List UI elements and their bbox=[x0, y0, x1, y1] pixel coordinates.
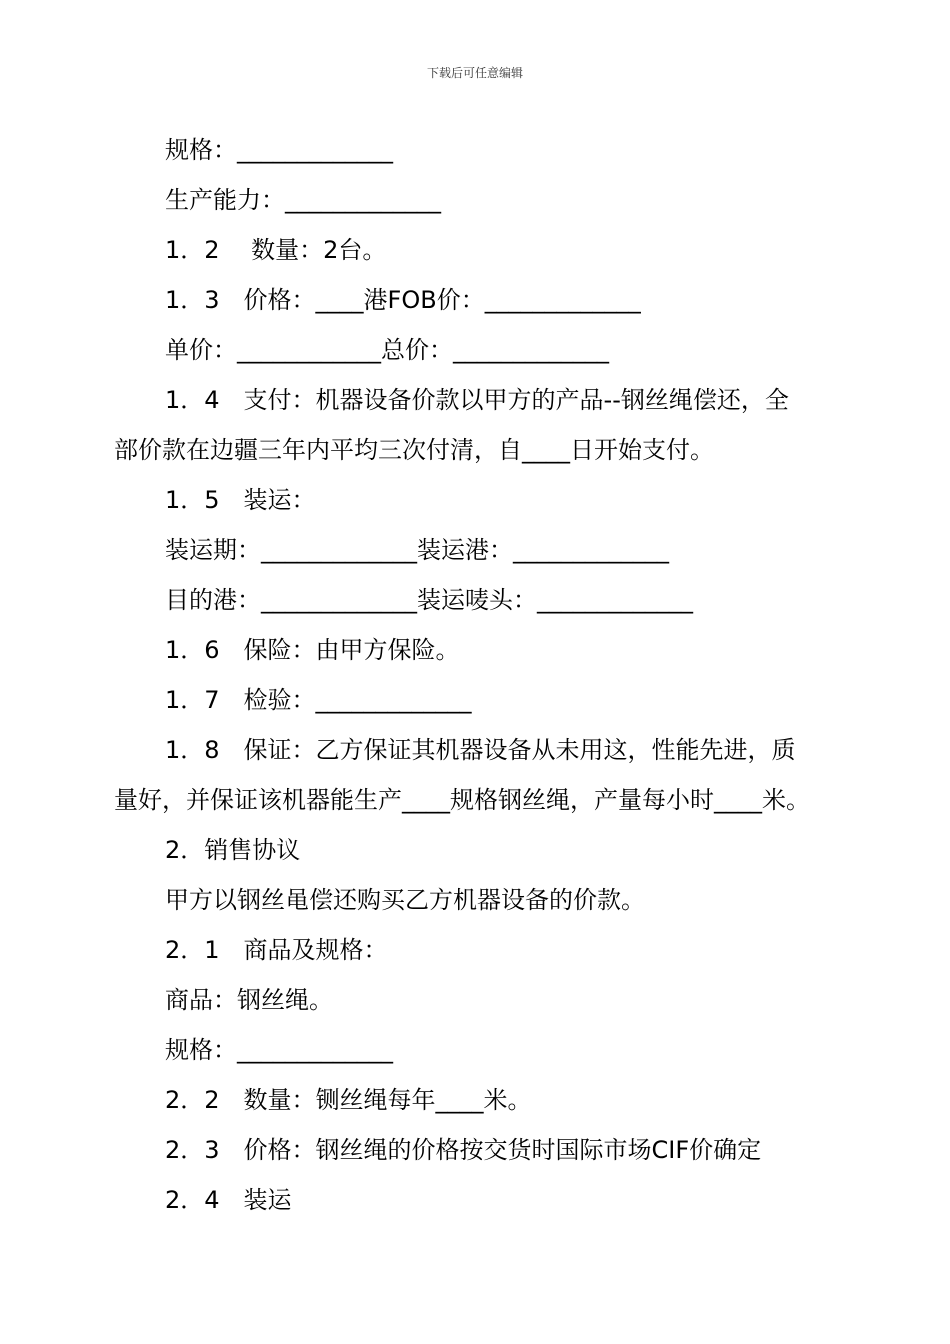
clause-1-7: 1．7 检验：_____________ bbox=[165, 686, 472, 714]
clause-1-5: 1．5 装运： bbox=[165, 486, 316, 514]
clause-2-1: 2．1 商品及规格： bbox=[165, 936, 388, 964]
clause-2-3: 2．3 价格：钢丝绳的价格按交货时国际市场CIF价确定 bbox=[165, 1136, 762, 1164]
clause-1-4-line1: 1．4 支付：机器设备价款以甲方的产品--钢丝绳偿还，全 bbox=[165, 386, 789, 414]
page-header: 下载后可任意编辑 bbox=[426, 66, 523, 80]
clause-1-3: 1．3 价格：____港FOB价：_____________ bbox=[165, 286, 641, 314]
goods-line: 商品：钢丝绳。 bbox=[165, 986, 333, 1014]
unit-price-line: 单价：____________总价：_____________ bbox=[165, 336, 609, 364]
clause-2-4: 2．4 装运 bbox=[165, 1186, 292, 1214]
destination-port-line: 目的港：_____________装运唛头：_____________ bbox=[165, 586, 693, 614]
clause-1-8-line1: 1．8 保证：乙方保证其机器设备从未用这，性能先进，质 bbox=[165, 736, 796, 764]
clause-2-2: 2．2 数量：铡丝绳每年____米。 bbox=[165, 1086, 532, 1114]
spec-line: 规格：_____________ bbox=[165, 136, 393, 164]
clause-1-6: 1．6 保险：由甲方保险。 bbox=[165, 636, 460, 664]
capacity-line: 生产能力：_____________ bbox=[165, 186, 441, 214]
clause-1-2: 1．2 数量：2台。 bbox=[165, 236, 387, 264]
shipment-period-line: 装运期：_____________装运港：_____________ bbox=[165, 536, 669, 564]
section-2-heading: 2．销售协议 bbox=[165, 836, 301, 864]
spec-line-2: 规格：_____________ bbox=[165, 1036, 393, 1064]
clause-1-8-line2: 量好，并保证该机器能生产____规格钢丝绳，产量每小时____米。 bbox=[114, 786, 810, 814]
document-body bbox=[0, 125, 950, 1225]
clause-1-4-line2: 部价款在边疆三年内平均三次付清，自____日开始支付。 bbox=[114, 436, 714, 464]
section-2-intro: 甲方以钢丝黾偿还购买乙方机器设备的价款。 bbox=[165, 886, 645, 914]
